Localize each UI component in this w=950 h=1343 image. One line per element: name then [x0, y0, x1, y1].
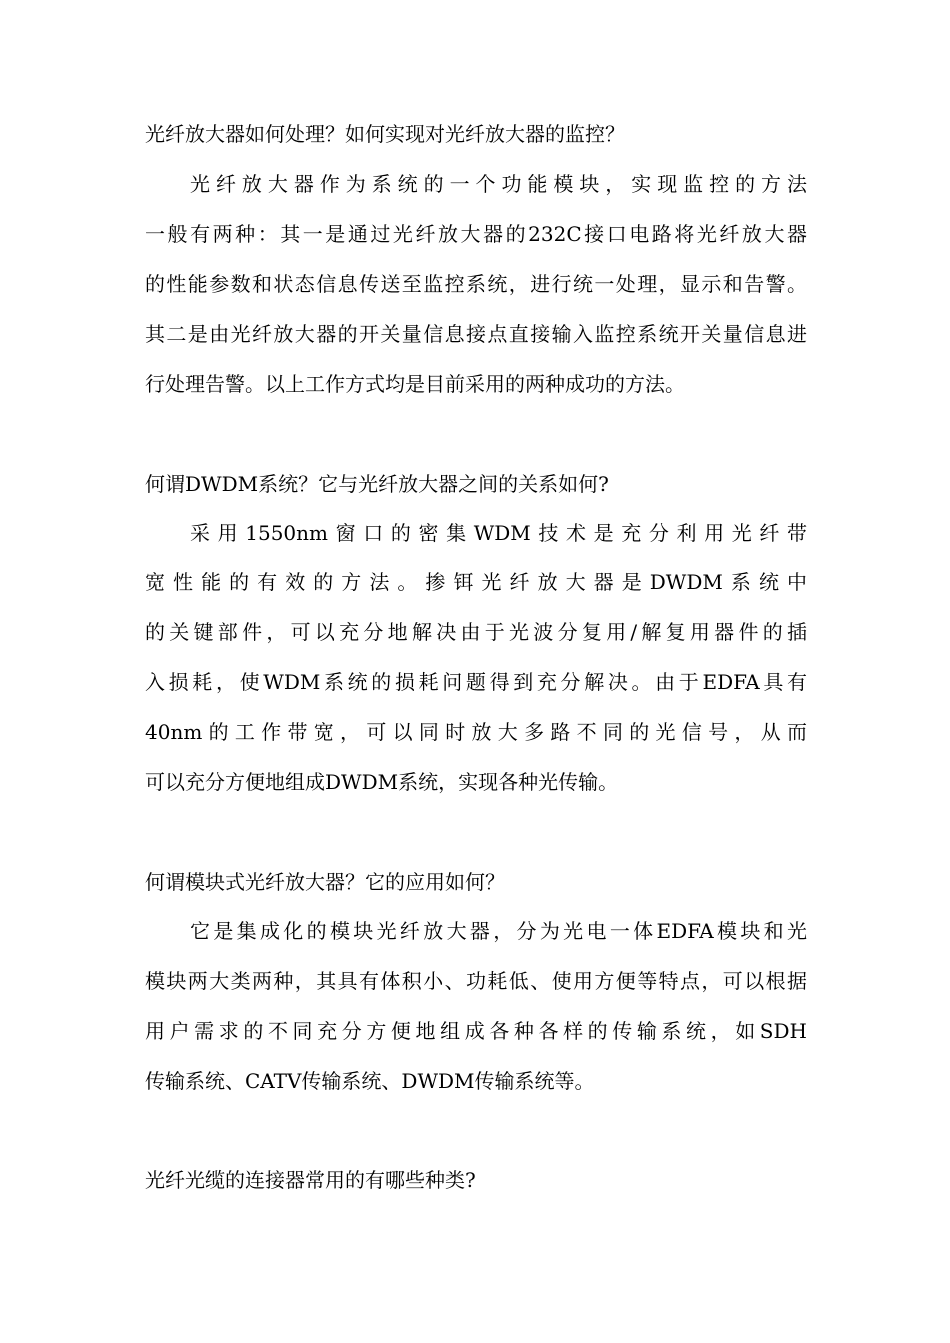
section-4-heading: 光纤光缆的连接器常用的有哪些种类? [145, 1168, 476, 1192]
section-2-line-4: 入损耗，使WDM系统的损耗问题得到充分解决。由于EDFA具有 [145, 670, 807, 694]
section-1-line-1: 光纤放大器作为系统的一个功能模块，实现监控的方法 [190, 172, 807, 196]
section-1-line-2: 一般有两种：其一是通过光纤放大器的232C接口电路将光纤放大器 [145, 222, 807, 246]
section-3-heading: 何谓模块式光纤放大器？它的应用如何？ [145, 870, 505, 894]
section-1-line-5: 行处理告警。以上工作方式均是目前采用的两种成功的方法。 [145, 372, 685, 396]
section-3-line-1: 它是集成化的模块光纤放大器，分为光电一体EDFA模块和光 [190, 919, 807, 943]
section-3-line-4: 传输系统、CATV传输系统、DWDM传输系统等。 [145, 1069, 595, 1093]
section-1-line-3: 的性能参数和状态信息传送至监控系统，进行统一处理，显示和告警。 [145, 272, 807, 296]
section-3-line-2: 模块两大类两种，其具有体积小、功耗低、使用方便等特点，可以根据 [145, 969, 807, 993]
section-2-line-5: 40nm的工作带宽，可以同时放大多路不同的光信号，从而 [145, 720, 807, 744]
section-3-line-3: 用户需求的不同充分方便地组成各种各样的传输系统，如SDH [145, 1019, 807, 1043]
section-2-line-3: 的关键部件，可以充分地解决由于光波分复用/解复用器件的插 [145, 620, 807, 644]
section-2-line-1: 采用1550nm窗口的密集WDM技术是充分利用光纤带 [190, 521, 807, 545]
section-1-line-4: 其二是由光纤放大器的开关量信息接点直接输入监控系统开关量信息进 [145, 322, 807, 346]
section-2-line-6: 可以充分方便地组成DWDM系统，实现各种光传输。 [145, 770, 619, 794]
section-1-heading: 光纤放大器如何处理？如何实现对光纤放大器的监控？ [145, 122, 625, 146]
section-2-line-2: 宽性能的有效的方法。掺铒光纤放大器是DWDM系统中 [145, 570, 807, 594]
section-2-heading: 何谓DWDM系统？它与光纤放大器之间的关系如何? [145, 472, 609, 496]
